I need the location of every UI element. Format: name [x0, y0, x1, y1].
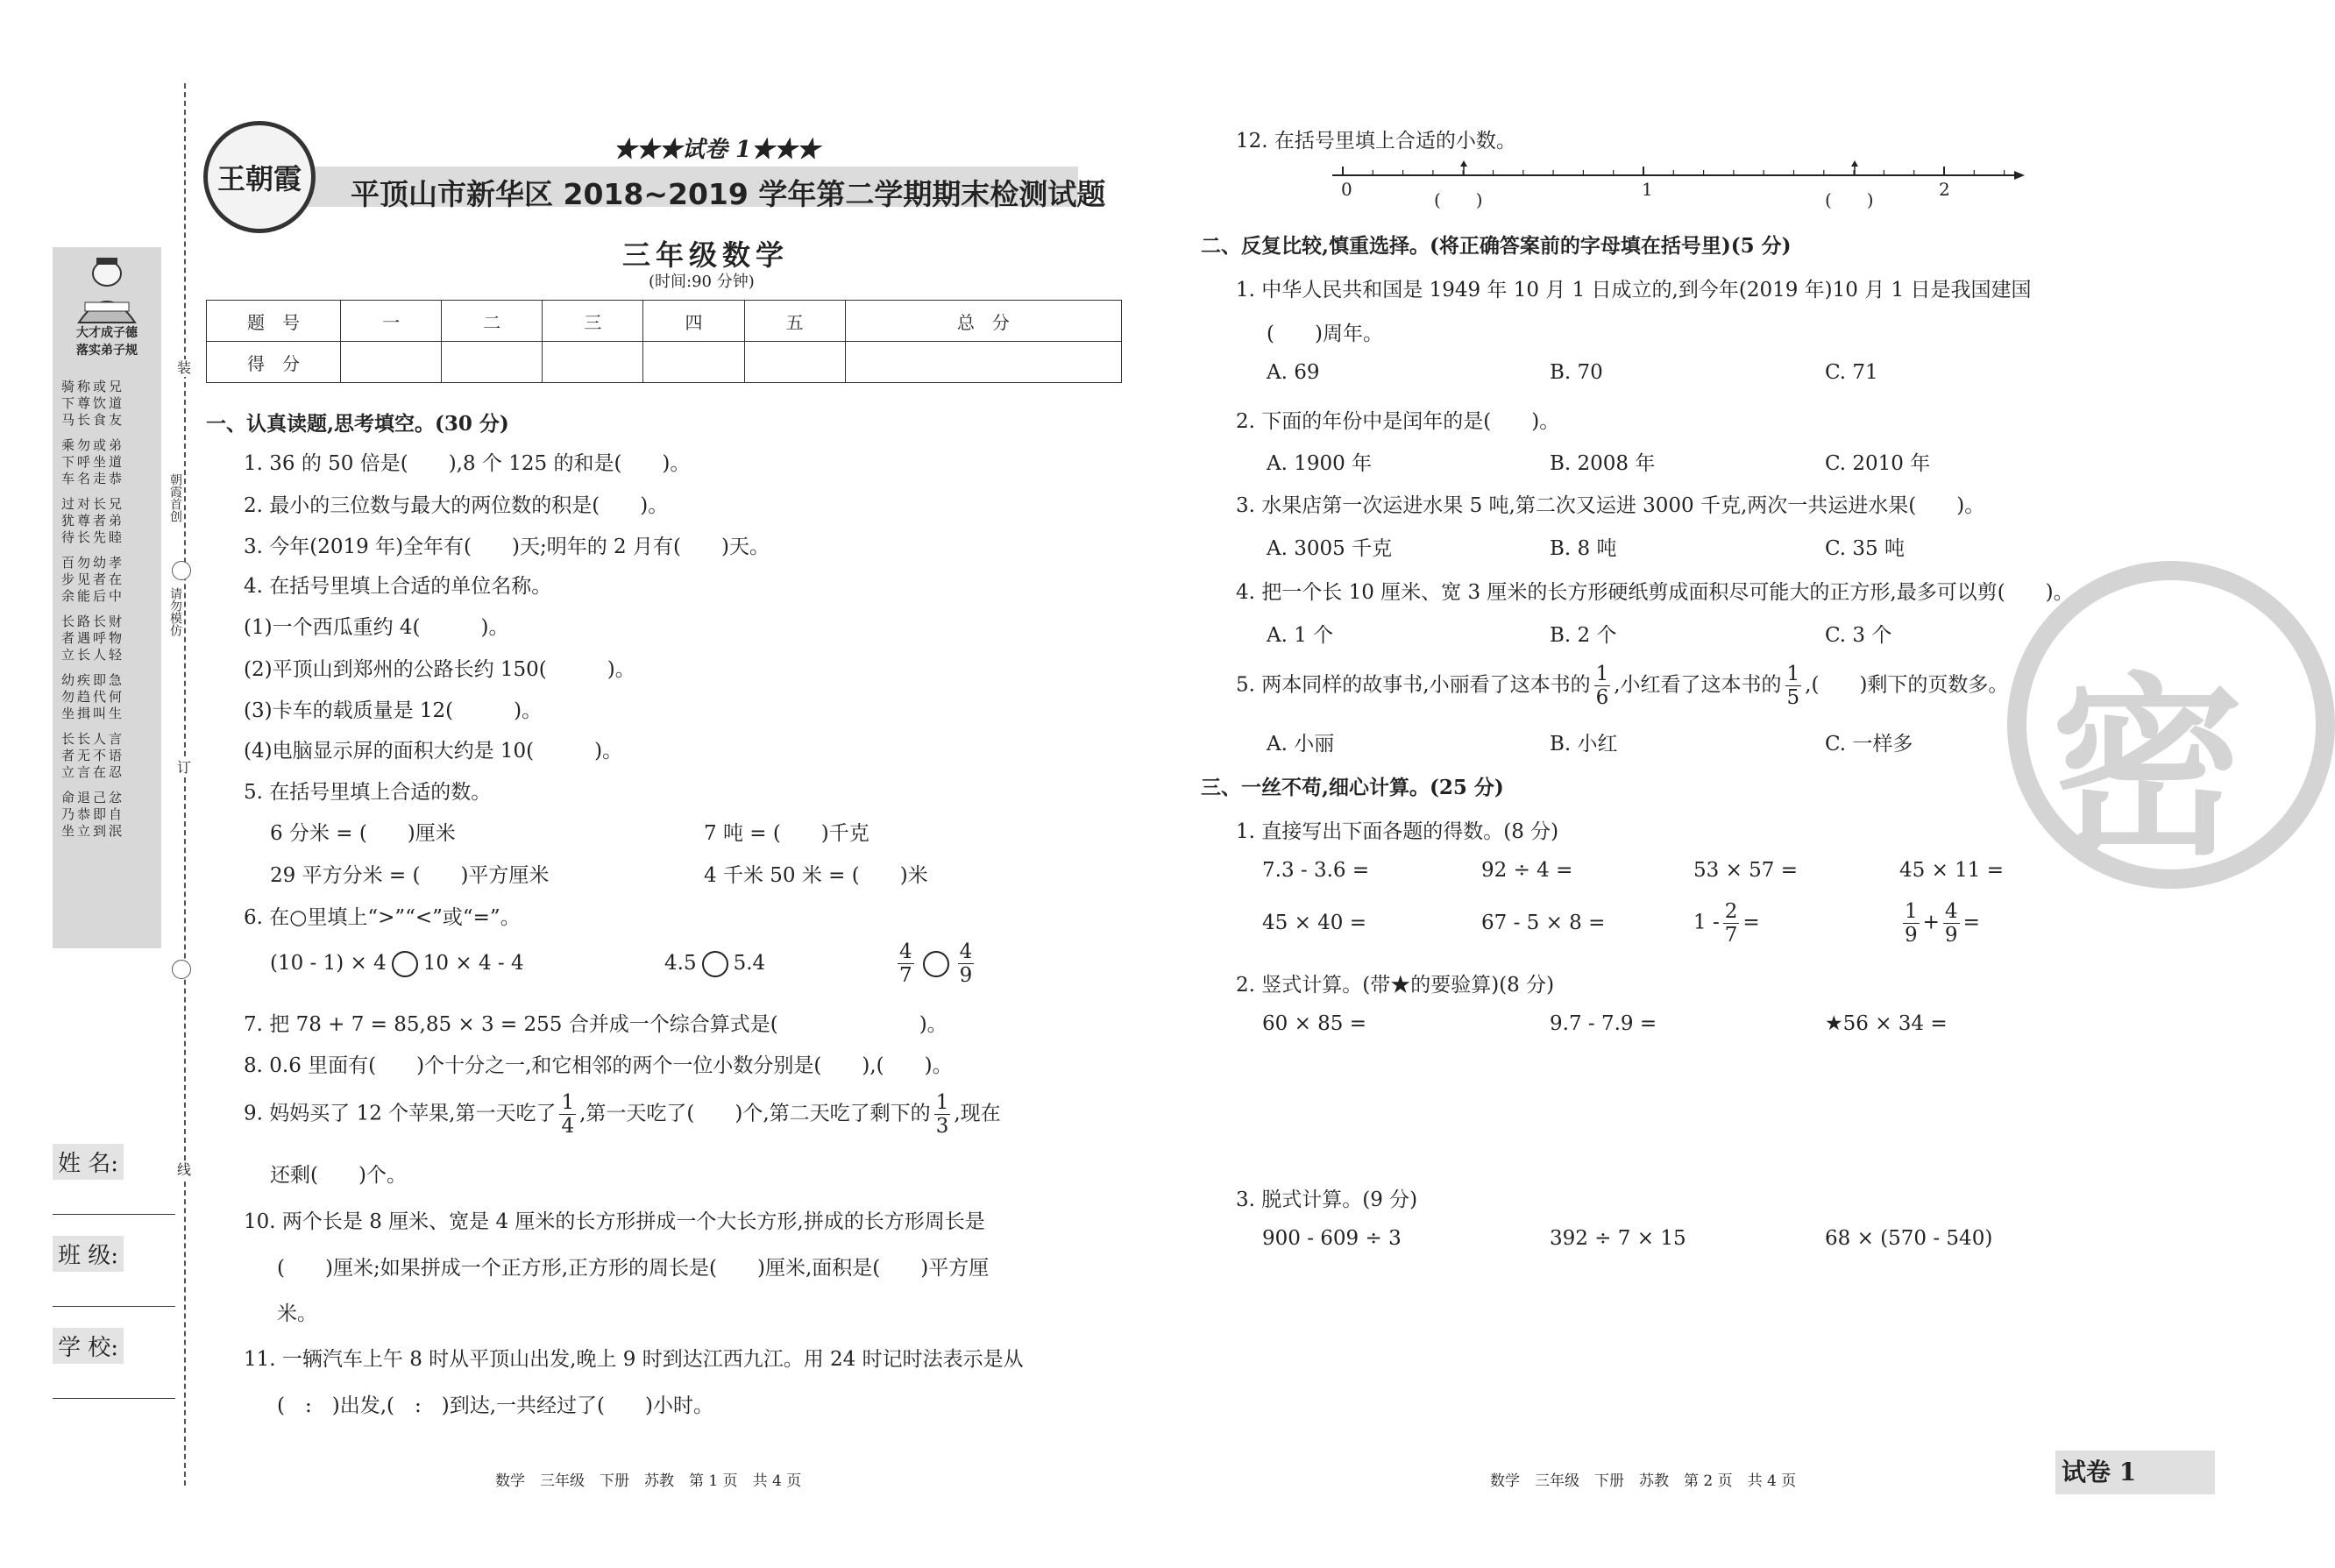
calc-text: =	[1962, 911, 1980, 934]
fraction	[1785, 663, 1802, 709]
score-cell: 五	[744, 301, 845, 342]
question-4-3: (3)卡车的载质量是 12( )。	[244, 699, 543, 722]
class-field-line[interactable]	[53, 1306, 175, 1307]
vertical-calc-item: 9.7 - 7.9 =	[1550, 1012, 1657, 1035]
question-9-line2: 还剩( )个。	[270, 1164, 407, 1187]
binding-dashed-line	[184, 83, 186, 1486]
option-a: A. 1900 年	[1267, 452, 1373, 475]
part1-heading: 一、认真读题,思考填空。(30 分)	[206, 412, 509, 436]
option-b: B. 小红	[1550, 733, 1618, 756]
motto-line: 勿趋代何	[61, 689, 125, 705]
question-7: 7. 把 78 + 7 = 85,85 × 3 = 255 合并成一个综合算式是( )。	[244, 1013, 947, 1036]
score-blank-cell[interactable]	[442, 342, 543, 383]
question-5-d: 4 千米 50 米 = ( )米	[704, 864, 928, 887]
score-cell: 二	[442, 301, 543, 342]
fraction-numerator: 1	[935, 1091, 949, 1114]
score-blank-cell[interactable]	[341, 342, 442, 383]
p2-question-2: 2. 下面的年份中是闰年的是( )。	[1236, 410, 1560, 433]
question-4-1: (1)一个西瓜重约 4( )。	[244, 616, 509, 639]
fraction-numerator: 1	[1786, 663, 1800, 685]
question-11-line2: ( : )出发,( : )到达,一共经过了( )小时。	[277, 1394, 713, 1417]
motto-line: 步见者在	[61, 571, 125, 587]
option-b: B. 2 个	[1550, 624, 1617, 647]
binding-hole-icon	[172, 960, 191, 979]
option-a: A. 3005 千克	[1267, 537, 1393, 560]
fraction-denominator: 9	[1944, 924, 1958, 947]
vertical-calc-item: ★56 × 34 =	[1825, 1012, 1948, 1035]
calc-item: 92 ÷ 4 =	[1481, 859, 1573, 882]
motto-line: 下呼坐道	[61, 454, 125, 470]
p3-question-3: 3. 脱式计算。(9 分)	[1236, 1188, 1418, 1211]
fraction	[898, 940, 914, 987]
question-10-line1: 10. 两个长是 8 厘米、宽是 4 厘米的长方形拼成一个大长方形,拼成的长方形周长是	[244, 1210, 985, 1233]
stepwise-calc-item: 392 ÷ 7 × 15	[1550, 1227, 1686, 1250]
motto-heading-line: 大才成子德	[76, 326, 138, 340]
fraction	[1594, 663, 1611, 709]
score-blank-cell[interactable]	[643, 342, 744, 383]
exam-title: 平顶山市新华区 2018~2019 学年第二学期期末检测试题	[351, 177, 1106, 211]
motto-text	[61, 379, 158, 840]
score-table-score-row	[207, 342, 1122, 383]
calc-item: 45 × 40 =	[1262, 912, 1367, 934]
part2-heading: 二、反复比较,慎重选择。(将正确答案前的字母填在括号里)(5 分)	[1201, 234, 1792, 258]
motto-line: 立言在忍	[61, 764, 125, 780]
question-5-b: 7 吨 = ( )千克	[704, 822, 869, 845]
numline-label-1: 1	[1642, 179, 1653, 200]
exam-tab-label: 试卷 1	[2062, 1458, 2137, 1486]
fraction-denominator: 7	[1724, 924, 1738, 947]
score-blank-cell[interactable]	[845, 342, 1121, 383]
numline-label-0: 0	[1341, 179, 1352, 200]
fraction-numerator: 4	[899, 940, 912, 963]
score-cell: 一	[341, 301, 442, 342]
motto-line: 乘勿或弟	[61, 437, 125, 453]
brand-logo-text: 王朝霞	[216, 162, 302, 195]
fraction-denominator: 3	[935, 1115, 949, 1138]
exam-number: ★★★试卷 1★★★	[614, 137, 820, 163]
option-a: A. 1 个	[1267, 624, 1334, 647]
score-table-header-row	[207, 301, 1122, 342]
fraction-numerator: 1	[1905, 900, 1918, 923]
fraction-numerator: 4	[959, 940, 973, 963]
p2-question-1-line1: 1. 中华人民共和国是 1949 年 10 月 1 日成立的,到今年(2019 年)10 月 1 日是我国建国	[1236, 279, 2032, 302]
part3-heading: 三、一丝不苟,细心计算。(25 分)	[1201, 776, 1504, 799]
fraction	[1903, 900, 1920, 947]
binding-label-zhuang: 装	[176, 359, 191, 376]
motto-line: 命退己忿	[61, 790, 125, 805]
question-11-line1: 11. 一辆汽车上午 8 时从平顶山出发,晚上 9 时到达江西九江。用 24 时记时法表示是从	[244, 1348, 1024, 1371]
option-c: C. 2010 年	[1825, 452, 1931, 475]
compare-left: (10 - 1) × 4	[270, 952, 387, 975]
q9-text: 9. 妈妈买了 12 个苹果,第一天吃了	[244, 1102, 557, 1125]
copyright-note	[167, 587, 182, 636]
motto-line: 犹尊者弟	[61, 513, 125, 529]
question-10-line3: 米。	[277, 1302, 317, 1325]
question-5-a: 6 分米 = ( )厘米	[270, 822, 456, 845]
calc-text: =	[1742, 911, 1760, 934]
motto-line: 坐揖叫生	[61, 706, 125, 721]
school-field-line[interactable]	[53, 1398, 175, 1399]
calc-text: +	[1922, 911, 1940, 934]
fraction-denominator: 5	[1786, 686, 1800, 709]
question-5-c: 29 平方分米 = ( )平方厘米	[270, 864, 550, 887]
option-c: C. 35 吨	[1825, 537, 1905, 560]
compare-circle-icon[interactable]	[392, 951, 418, 977]
option-a: A. 小丽	[1267, 733, 1335, 756]
p2-question-3: 3. 水果店第一次运进水果 5 吨,第二次又运进 3000 千克,两次一共运进水果( )。	[1236, 494, 1985, 517]
q5-text: 5. 两本同样的故事书,小丽看了这本书的	[1236, 673, 1591, 697]
class-field-label: 班 级:	[53, 1236, 124, 1272]
question-1: 1. 36 的 50 倍是( ),8 个 125 的和是( )。	[244, 452, 691, 475]
question-4-2: (2)平顶山到郑州的公路长约 150( )。	[244, 658, 635, 681]
motto-line: 乃恭即自	[61, 806, 125, 822]
fraction	[958, 940, 975, 987]
exam-time: (时间:90 分钟)	[649, 273, 755, 291]
confidential-seal-char: 密	[2051, 654, 2245, 881]
compare-right: 10 × 4 - 4	[422, 952, 524, 975]
copyright-note	[167, 473, 182, 522]
calc-item	[1693, 900, 1760, 947]
name-field-line[interactable]	[53, 1214, 175, 1215]
motto-line: 下尊饮道	[61, 395, 125, 411]
fraction-denominator: 4	[561, 1115, 575, 1138]
footer-right: 数学 三年级 下册 苏教 第 2 页 共 4 页	[1490, 1472, 1797, 1490]
motto-line: 待长先睦	[61, 529, 125, 545]
fraction-numerator: 2	[1724, 900, 1738, 923]
p2-question-1-line2: ( )周年。	[1267, 323, 1383, 345]
p3-question-1: 1. 直接写出下面各题的得数。(8 分)	[1236, 820, 1559, 843]
question-9	[244, 1091, 1001, 1138]
motto-line: 余能后中	[61, 588, 125, 604]
copyright-note-line: 朝霞首创	[168, 473, 182, 522]
p2-question-4: 4. 把一个长 10 厘米、宽 3 厘米的长方形硬纸剪成面积尽可能大的正方形,最多可以剪( )。	[1236, 581, 2074, 604]
compare-right: 5.4	[733, 952, 766, 975]
q9-text: ,现在	[954, 1102, 1001, 1125]
stepwise-calc-item: 68 × (570 - 540)	[1825, 1227, 1993, 1250]
compare-circle-icon[interactable]	[923, 951, 949, 977]
calc-item	[1899, 900, 1980, 947]
question-8: 8. 0.6 里面有( )个十分之一,和它相邻的两个一位小数分别是( ),( )。	[244, 1054, 953, 1077]
binding-hole-icon	[172, 561, 191, 580]
fraction	[1943, 900, 1960, 947]
option-b: B. 8 吨	[1550, 537, 1617, 560]
p3-question-2: 2. 竖式计算。(带★的要验算)(8 分)	[1236, 974, 1555, 997]
question-4: 4. 在括号里填上合适的单位名称。	[244, 575, 552, 598]
question-6-c	[894, 940, 977, 987]
question-5: 5. 在括号里填上合适的数。	[244, 781, 492, 804]
vertical-calc-item: 60 × 85 =	[1262, 1012, 1367, 1035]
option-a: A. 69	[1267, 361, 1320, 384]
score-blank-cell[interactable]	[543, 342, 643, 383]
fraction-denominator: 9	[1905, 924, 1918, 947]
fraction-denominator: 6	[1595, 686, 1609, 709]
stepwise-calc-item: 900 - 609 ÷ 3	[1262, 1227, 1402, 1250]
score-cell: 三	[543, 301, 643, 342]
fraction-numerator: 1	[1595, 663, 1609, 685]
footer-left: 数学 三年级 下册 苏教 第 1 页 共 4 页	[495, 1472, 802, 1490]
score-table	[206, 300, 1122, 383]
binding-label-xian: 线	[176, 1161, 191, 1178]
motto-line: 幼疾即急	[61, 672, 125, 688]
score-cell: 四	[643, 301, 744, 342]
fraction-denominator: 9	[959, 964, 973, 987]
calc-item: 7.3 - 3.6 =	[1262, 859, 1370, 882]
school-field-label: 学 校:	[53, 1328, 124, 1364]
q9-text: ,第一天吃了( )个,第二天吃了剩下的	[579, 1102, 931, 1125]
p2-question-5	[1236, 663, 2008, 709]
question-6-a	[270, 951, 524, 977]
score-cell: 总 分	[845, 301, 1121, 342]
fraction	[559, 1091, 576, 1138]
fraction-denominator: 7	[899, 964, 912, 987]
option-b: B. 70	[1550, 361, 1603, 384]
motto-line: 长路长财	[61, 614, 125, 629]
compare-left: 4.5	[664, 952, 697, 975]
fraction	[934, 1091, 951, 1138]
q5-text: ,( )剩下的页数多。	[1805, 673, 2009, 697]
question-12: 12. 在括号里填上合适的小数。	[1236, 130, 1516, 153]
option-c: C. 3 个	[1825, 624, 1892, 647]
fraction	[1723, 900, 1740, 947]
option-c: C. 一样多	[1825, 733, 1913, 756]
brand-logo	[203, 121, 316, 233]
motto-line: 骑称或兄	[61, 379, 125, 394]
numline-blank-1[interactable]: ( )	[1434, 189, 1483, 210]
name-field-label: 姓 名:	[53, 1144, 124, 1180]
q5-text: ,小红看了这本书的	[1614, 673, 1782, 697]
calc-item: 53 × 57 =	[1693, 859, 1799, 882]
score-cell: 得 分	[207, 342, 341, 383]
scholar-portrait-icon	[63, 254, 151, 324]
motto-line: 立长人轻	[61, 647, 125, 663]
score-blank-cell[interactable]	[744, 342, 845, 383]
numline-label-2: 2	[1939, 179, 1950, 200]
numline-blank-2[interactable]: ( )	[1825, 189, 1874, 210]
motto-line: 马长食友	[61, 412, 125, 428]
calc-text: 1 -	[1693, 911, 1720, 934]
calc-item: 45 × 11 =	[1899, 859, 2005, 882]
question-10-line2: ( )厘米;如果拼成一个正方形,正方形的周长是( )厘米,面积是( )平方厘	[277, 1257, 990, 1280]
motto-line: 车名走恭	[61, 471, 125, 486]
fraction-numerator: 4	[1944, 900, 1958, 923]
motto-line: 百勿幼孝	[61, 555, 125, 571]
exam-subject: 三年级数学	[622, 238, 790, 272]
motto-line: 者无不语	[61, 748, 125, 763]
question-4-4: (4)电脑显示屏的面积大约是 10( )。	[244, 740, 623, 763]
binding-label-ding: 订	[176, 759, 191, 776]
motto-line: 长长人言	[61, 731, 125, 747]
compare-circle-icon[interactable]	[702, 951, 728, 977]
motto-heading-line: 落实弟子规	[76, 344, 138, 358]
question-6: 6. 在○里填上“>”“<”或“=”。	[244, 906, 521, 929]
question-2: 2. 最小的三位数与最大的两位数的积是( )。	[244, 494, 669, 517]
fraction-numerator: 1	[561, 1091, 575, 1114]
question-6-b	[664, 951, 765, 977]
motto-heading	[54, 324, 160, 359]
option-c: C. 71	[1825, 361, 1878, 384]
option-b: B. 2008 年	[1550, 452, 1656, 475]
question-3: 3. 今年(2019 年)全年有( )天;明年的 2 月有( )天。	[244, 536, 770, 558]
calc-item: 67 - 5 × 8 =	[1481, 912, 1606, 934]
copyright-note-line: 请勿模仿	[168, 587, 182, 636]
motto-line: 过对长兄	[61, 496, 125, 512]
motto-line: 坐立到泯	[61, 823, 125, 839]
motto-line: 者遇呼物	[61, 630, 125, 646]
score-cell: 题 号	[207, 301, 341, 342]
